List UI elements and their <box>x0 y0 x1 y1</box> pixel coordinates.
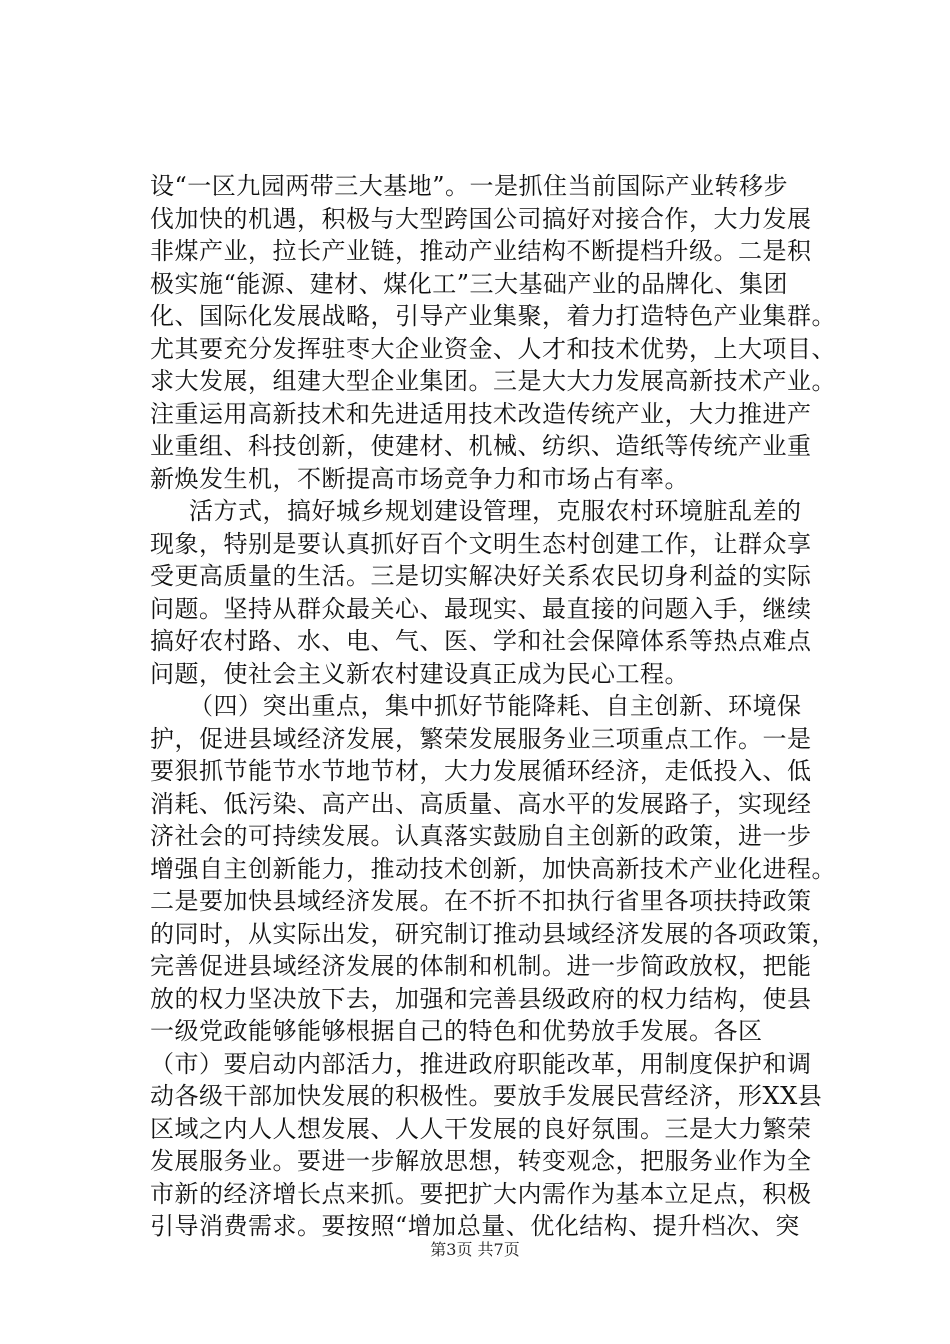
text-line: 市新的经济增长点来抓。要把扩大内需作为基本立足点，积极 <box>150 1179 812 1208</box>
text-line: 完善促进县域经济发展的体制和机制。进一步简政放权，把能 <box>150 952 812 980</box>
text-line: 引导消费需求。要按照“增加总量、优化结构、提升档次、突 <box>150 1212 800 1240</box>
text-line: 放的权力坚决放下去，加强和完善县级政府的权力结构，使县 <box>150 984 812 1013</box>
text-line: 极实施“能源、建材、煤化工”三大基础产业的品牌化、集团 <box>150 269 789 298</box>
text-line: 化、国际化发展战略，引导产业集聚，着力打造特色产业集群。 <box>150 302 836 330</box>
text-line: 区域之内人人想发展、人人干发展的良好氛围。三是大力繁荣 <box>150 1114 812 1143</box>
body-text <box>150 170 836 1243</box>
page-number-footer: 第3页 共7页 <box>430 1240 520 1259</box>
text-line: 非煤产业，拉长产业链，推动产业结构不断提档升级。二是积 <box>150 237 812 265</box>
text-line: 尤其要充分发挥驻枣大企业资金、人才和技术优势，上大项目、 <box>150 334 836 363</box>
section-heading-line: （四）突出重点，集中抓好节能降耗、自主创新、环境保 <box>189 692 802 720</box>
text-line: 要狠抓节能节水节地节材，大力发展循环经济，走低投入、低 <box>150 757 812 785</box>
text-line: 设“一区九园两带三大基地”。一是抓住当前国际产业转移步 <box>150 172 789 200</box>
text-line: 业重组、科技创新，使建材、机械、纺织、造纸等传统产业重 <box>150 432 812 460</box>
text-line: 消耗、低污染、高产出、高质量、高水平的发展路子，实现经 <box>150 789 812 818</box>
text-line: 动各级干部加快发展的积极性。要放手发展民营经济，形XX县 <box>150 1082 823 1110</box>
paragraph-start-line: 活方式，搞好城乡规划建设管理，克服农村环境脏乱差的 <box>189 497 802 525</box>
text-line: 问题，使社会主义新农村建设真正成为民心工程。 <box>150 659 689 688</box>
text-line: 增强自主创新能力，推动技术创新，加快高新技术产业化进程。 <box>150 854 836 883</box>
text-line: 新焕发生机，不断提高市场竞争力和市场占有率。 <box>150 464 689 493</box>
text-line: 现象，特别是要认真抓好百个文明生态村创建工作，让群众享 <box>150 529 812 558</box>
text-line: 一级党政能够能够根据自己的特色和优势放手发展。各区 <box>150 1017 763 1045</box>
text-line: 济社会的可持续发展。认真落实鼓励自主创新的政策，进一步 <box>150 822 812 850</box>
text-line: 求大发展，组建大型企业集团。三是大大力发展高新技术产业。 <box>150 367 836 395</box>
text-line: 受更高质量的生活。三是切实解决好关系农民切身利益的实际 <box>150 562 812 590</box>
text-line: 搞好农村路、水、电、气、医、学和社会保障体系等热点难点 <box>150 627 812 655</box>
text-line: 发展服务业。要进一步解放思想，转变观念，把服务业作为全 <box>150 1147 812 1175</box>
text-line: 问题。坚持从群众最关心、最现实、最直接的问题入手，继续 <box>150 594 812 623</box>
text-line: （市）要启动内部活力，推进政府职能改革，用制度保护和调 <box>150 1049 812 1078</box>
text-line: 二是要加快县域经济发展。在不折不扣执行省里各项扶持政策 <box>150 887 812 915</box>
text-line: 护，促进县域经济发展，繁荣发展服务业三项重点工作。一是 <box>150 724 812 753</box>
text-line: 伐加快的机遇，积极与大型跨国公司搞好对接合作，大力发展 <box>150 204 812 233</box>
text-line: 注重运用高新技术和先进适用技术改造传统产业，大力推进产 <box>150 399 812 428</box>
text-line: 的同时，从实际出发，研究制订推动县域经济发展的各项政策， <box>150 919 836 948</box>
